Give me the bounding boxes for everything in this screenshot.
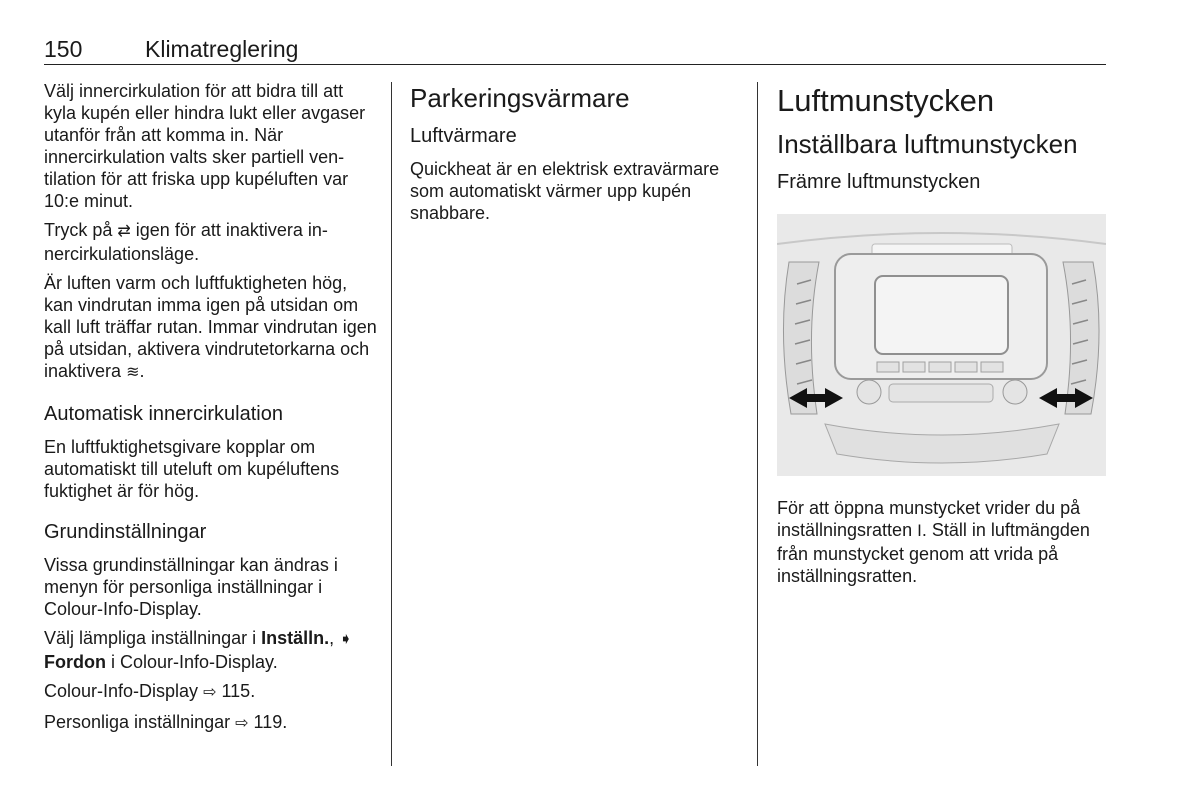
section-subheading: Främre luftmunstycken xyxy=(777,171,981,193)
paragraph: Vissa grundinställningar kan ändras i menyn för personliga inställningar i Colour-Info-Display. xyxy=(44,555,338,619)
paragraph: Quickheat är en elektrisk extravärmare som automatiskt värmer upp kupén snabbare. xyxy=(410,159,720,223)
cross-reference: Personliga inställningar ⇨ 119. xyxy=(44,712,288,732)
paragraph: Välj lämpliga inställningar i Inställn., ➧ Fordon i Colour-Info-Display. xyxy=(44,628,353,672)
thumbwheel-icon: Ⅰ xyxy=(917,523,922,540)
page-reference-icon: ⇨ xyxy=(235,715,249,732)
arrow-right-icon: ➧ xyxy=(339,631,353,648)
page-header xyxy=(44,34,1106,65)
cross-reference: Colour-Info-Display ⇨ 115. xyxy=(44,681,256,701)
column-middle xyxy=(410,80,744,231)
chapter-title: Klimatreglering xyxy=(145,36,299,62)
menu-path: Fordon xyxy=(44,652,106,672)
dashboard-vents-illustration xyxy=(777,214,1106,476)
section-heading: Luftvärmare xyxy=(410,125,517,147)
paragraph: För att öppna munstycket vrider du på inställningsratten Ⅰ. Ställ in luftmängden från munstycket genom att vrida på inställningsratten. xyxy=(777,498,1090,586)
paragraph: Är luften varm och luftfuktigheten hög, kan vindrutan imma igen på utsidan om kall luft träffar rutan. Immar vindrutan igen på utsidan, aktivera vindrutetorkarna och inaktivera ≋. xyxy=(44,273,377,381)
page-number: 150 xyxy=(44,36,83,62)
column-divider xyxy=(391,82,392,766)
defrost-icon: ≋ xyxy=(126,364,140,381)
paragraph: En luftfuktighetsgivare kopplar om automatiskt till uteluft om kupéluftens fuktighet är för hög. xyxy=(44,437,340,501)
section-title: Luftmunstycken xyxy=(777,83,995,118)
page-reference-icon: ⇨ xyxy=(203,684,217,701)
recirculation-icon: ⇄ xyxy=(117,223,131,240)
section-heading: Automatisk innercirkulation xyxy=(44,403,283,425)
column-divider xyxy=(757,82,758,766)
section-heading: Grundinställningar xyxy=(44,521,207,543)
column-left xyxy=(44,80,380,742)
paragraph: Välj innercirkulation för att bidra till att kyla kupén eller hindra lukt eller avgaser utanför från att komma in. När innercirkulation valts sker partiell ventilation för att friska upp kupéluften var 10:e minut. xyxy=(44,81,366,211)
column-right xyxy=(777,80,1107,594)
paragraph: Tryck på ⇄ igen för att inaktivera innercirkulationsläge. xyxy=(44,220,328,264)
menu-path: Inställn. xyxy=(261,628,330,648)
section-title: Parkeringsvärmare xyxy=(410,83,630,113)
section-heading: Inställbara luftmunstycken xyxy=(777,129,1078,159)
